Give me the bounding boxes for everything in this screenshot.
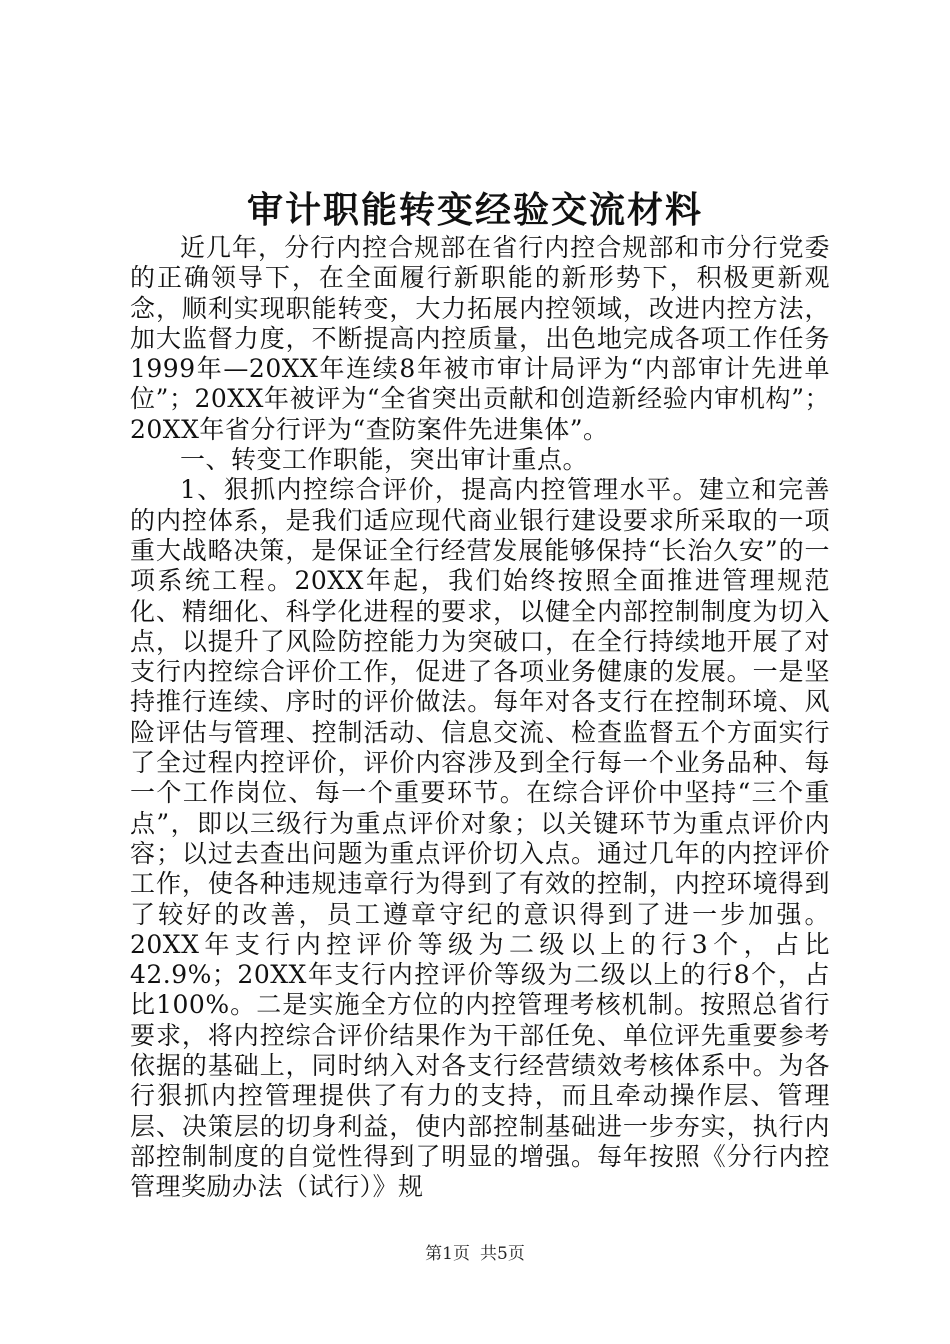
page-number: 第1页 [425, 1244, 470, 1264]
paragraph-intro: 近几年，分行内控合规部在省行内控合规部和市分行党委的正确领导下，在全面履行新职能的新形势下，积极更新观念，顺利实现职能转变，大力拓展内控领域，改进内控方法，加大监督力度，不断提高内控质量，出色地完成各项工作任务1999年—20XX年连续8年被市审计局评为“内部审计先进单位”；20XX年被评为“全省突出贡献和创造新经验内审机构”；20XX年省分行评为“查防案件先进集体”。 [130, 233, 830, 444]
document-body [130, 233, 830, 1203]
paragraph-internal-control: 1、狠抓内控综合评价，提高内控管理水平。建立和完善的内控体系，是我们适应现代商业银行建设要求所采取的一项重大战略决策，是保证全行经营发展能够保持“长治久安”的一项系统工程。20XX年起，我们始终按照全面推进管理规范化、精细化、科学化进程的要求，以健全内部控制制度为切入点，以提升了风险防控能力为突破口，在全行持续地开展了对支行内控综合评价工作，促进了各项业务健康的发展。一是坚持推行连续、序时的评价做法。每年对各支行在控制环境、风险评估与管理、控制活动、信息交流、检查监督五个方面实行了全过程内控评价，评价内容涉及到全行每一个业务品种、每一个工作岗位、每一个重要环节。在综合评价中坚持“三个重点”，即以三级行为重点评价对象；以关键环节为重点评价内容；以过去查出问题为重点评价切入点。通过几年的内控评价工作，使各种违规违章行为得到了有效的控制，内控环境得到了较好的改善，员工遵章守纪的意识得到了进一步加强。20XX年支行内控评价等级为二级以上的行3个，占比42.9%；20XX年支行内控评价等级为二级以上的行8个，占比100%。二是实施全方位的内控管理考核机制。按照总省行要求，将内控综合评价结果作为干部任免、单位评先重要参考依据的基础上，同时纳入对各支行经营绩效考核体系中。为各行狠抓内控管理提供了有力的支持，而且牵动操作层、管理层、决策层的切身利益，使内部控制基础进一步夯实，执行内部控制制度的自觉性得到了明显的增强。每年按照《分行内控管理奖励办法（试行）》规 [130, 475, 830, 1202]
page-footer [0, 1242, 950, 1266]
page-total: 共5页 [480, 1244, 525, 1264]
document-title: 审计职能转变经验交流材料 [246, 189, 703, 231]
section-heading: 一、转变工作职能，突出审计重点。 [180, 445, 589, 475]
